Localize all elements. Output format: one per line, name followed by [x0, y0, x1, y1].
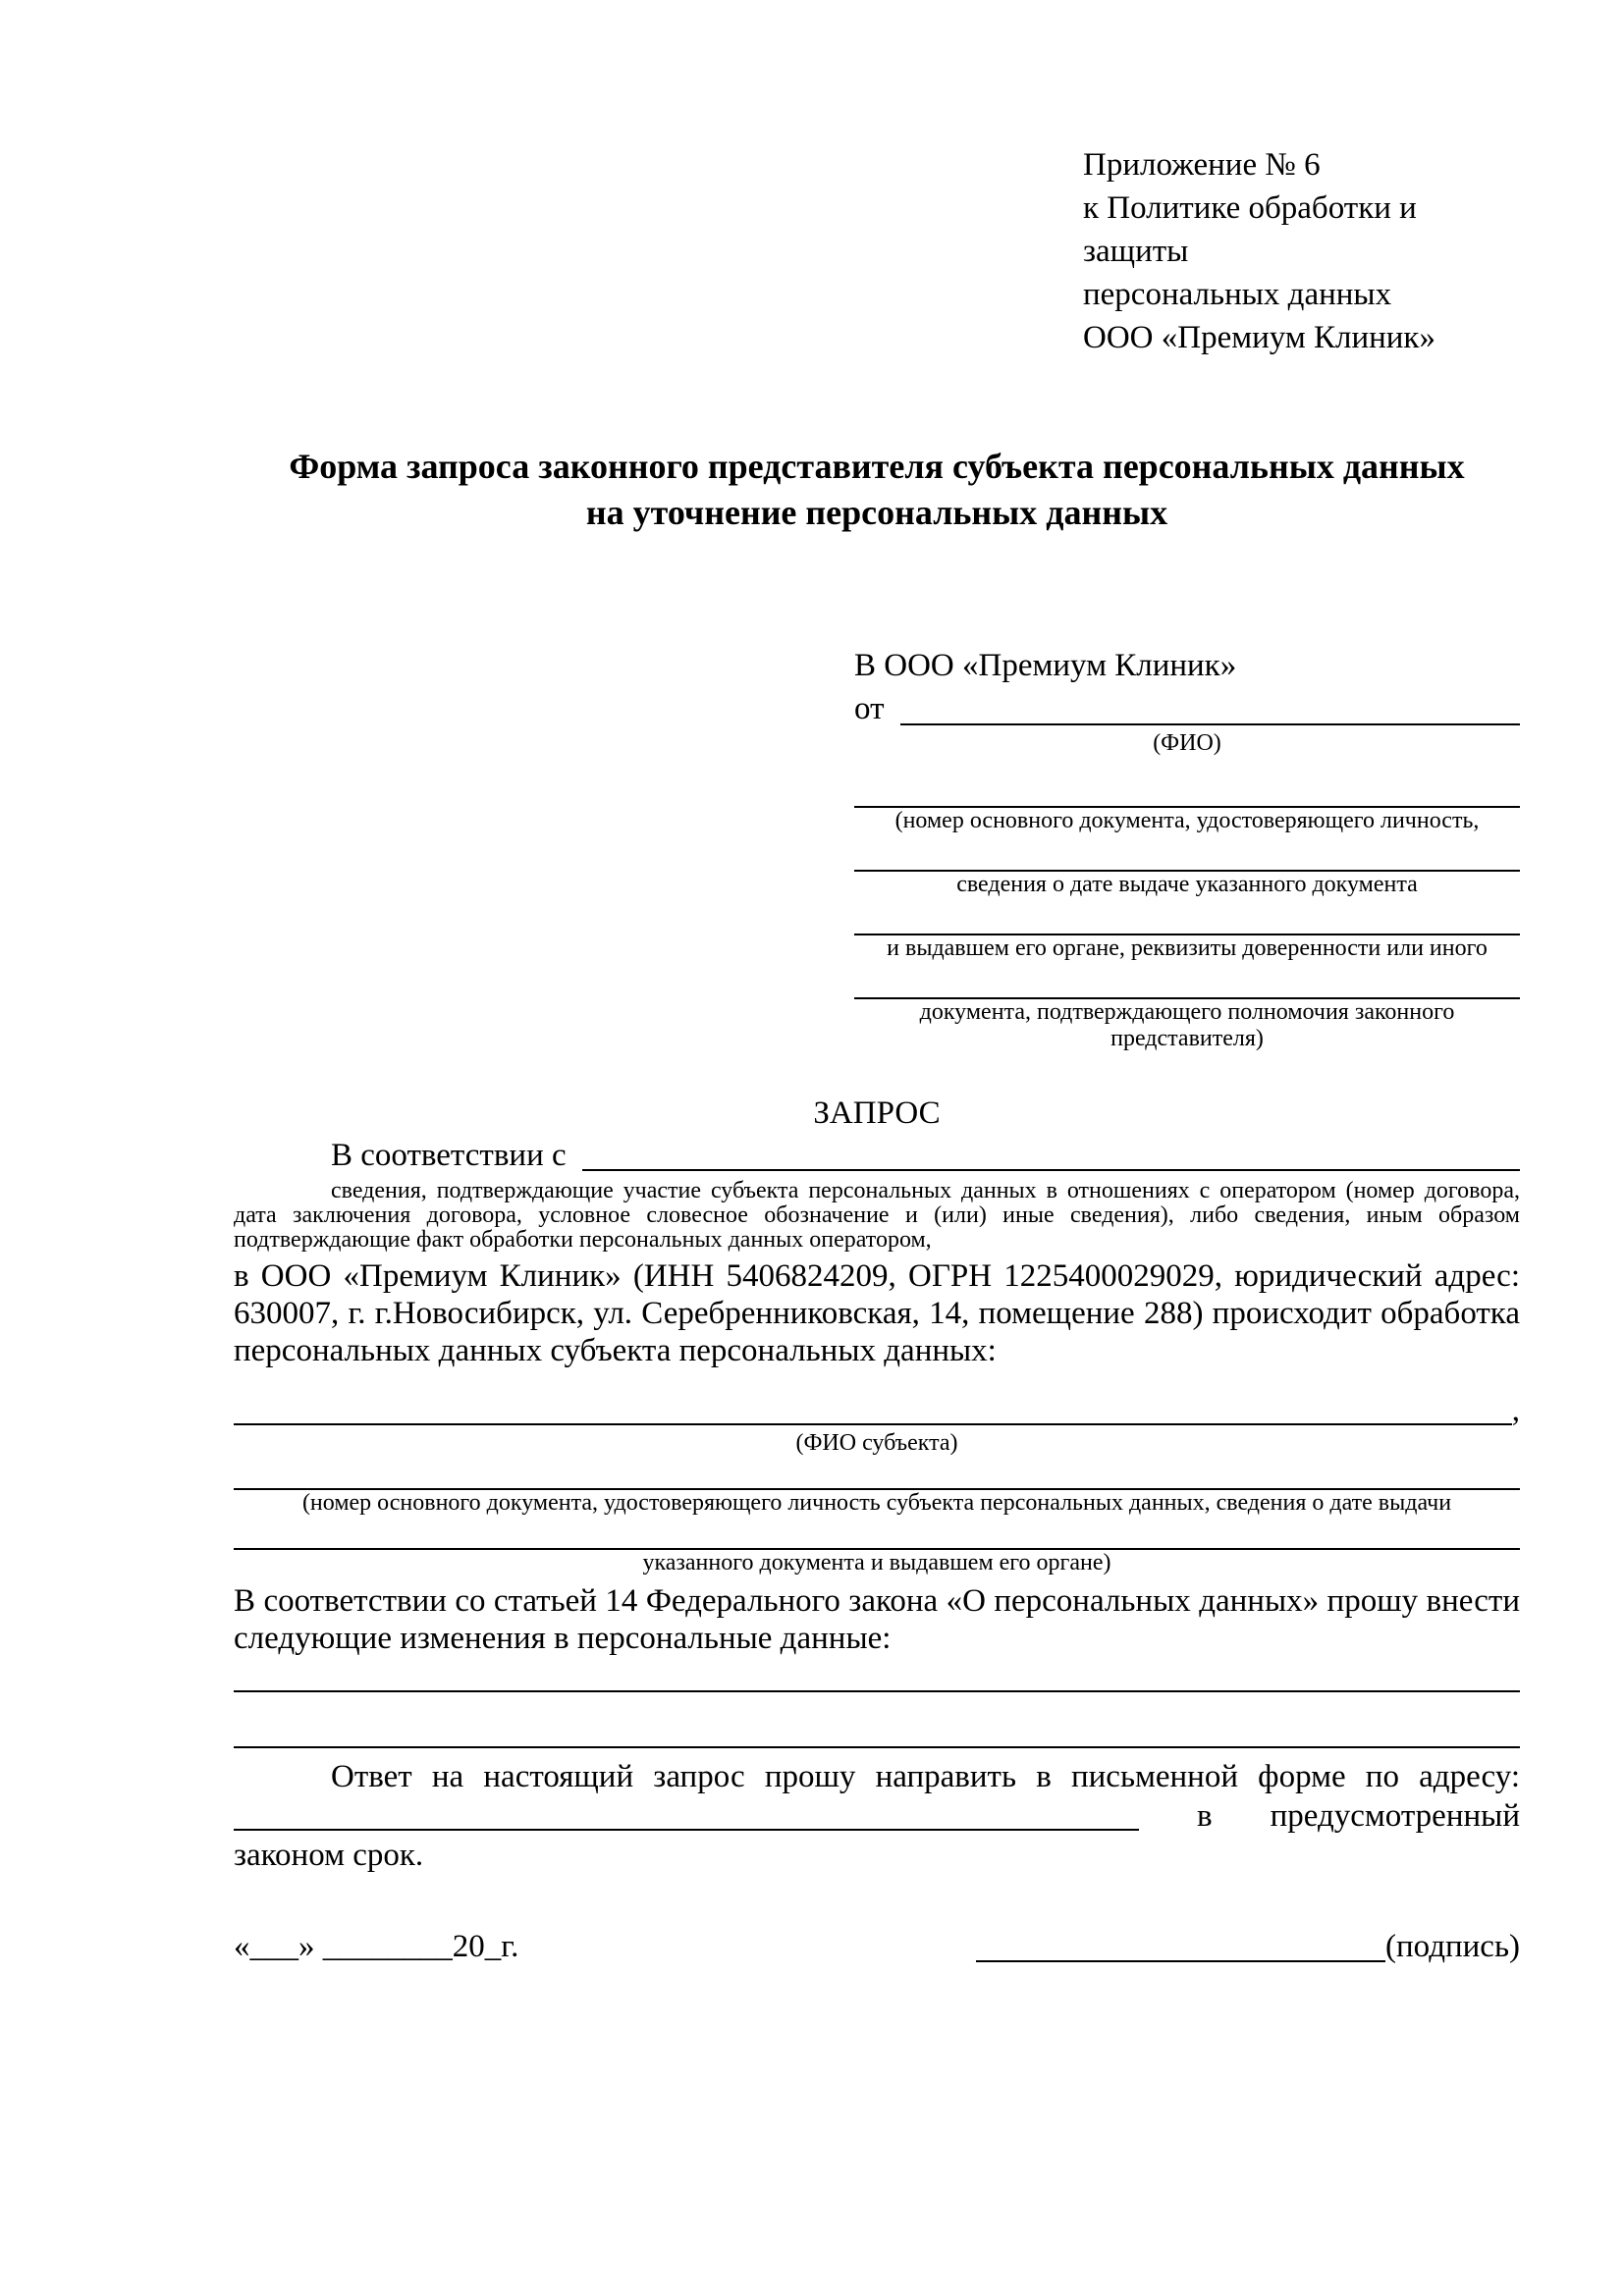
basis-write-line	[582, 1135, 1520, 1171]
addressee-block	[854, 644, 1520, 1052]
field-caption: (номер основного документа, удостоверяющего личность,	[894, 808, 1480, 833]
addressee-to: В ООО «Премиум Клиник»	[854, 648, 1237, 683]
signature-write-line	[976, 1931, 1385, 1962]
field-caption: сведения о дате выдаче указанного документа	[956, 872, 1418, 897]
subject-fio-write-line	[234, 1391, 1512, 1425]
operator-paragraph: в ООО «Премиум Клиник» (ИНН 5406824209, ОГРН 1225400029029, юридический адрес: 630007, г. г.Новосибирск, ул. Серебренниковская, 14, помещение 288) происходит обработка персональных данных субъекта персональных данных:	[234, 1258, 1520, 1368]
power-of-attorney-write-line	[854, 962, 1520, 999]
subject-document-write-line	[234, 1457, 1520, 1490]
document-number-write-line	[854, 771, 1520, 808]
page-title-line: Форма запроса законного представителя субъекта персональных данных	[289, 447, 1465, 486]
fio-write-line	[900, 687, 1520, 725]
appendix-line: к Политике обработки и защиты	[1083, 190, 1417, 269]
intro-row	[234, 1135, 1520, 1176]
field-caption: и выдавшем его органе, реквизиты доверенности или иного	[887, 935, 1488, 961]
addressee-from-label: от	[854, 691, 893, 726]
reply-word: в	[1197, 1798, 1213, 1834]
subject-document-caption: (номер основного документа, удостоверяющего личность субъекта персональных данных, сведения о дате выдачи	[301, 1490, 1452, 1516]
changes-write-line-1	[234, 1659, 1520, 1692]
addressee-from-row	[854, 687, 1520, 730]
issue-date-write-line	[854, 834, 1520, 872]
page-title-line: на уточнение персональных данных	[585, 493, 1168, 532]
appendix-reference	[1083, 143, 1520, 359]
trailing-comma: ,	[1511, 1393, 1520, 1428]
request-heading: ЗАПРОС	[813, 1095, 941, 1131]
subject-document-caption-2: указанного документа и выдавшем его органе)	[642, 1550, 1111, 1575]
appendix-line: персональных данных	[1083, 277, 1392, 312]
field-caption: документа, подтверждающего полномочия законного представителя)	[919, 999, 1455, 1051]
page-title	[234, 444, 1520, 536]
changes-write-line-2	[234, 1692, 1520, 1748]
appendix-line: Приложение № 6	[1083, 147, 1321, 183]
subject-document-write-line-2	[234, 1517, 1520, 1550]
reply-paragraph-line-3: законом срок.	[234, 1838, 424, 1873]
subject-fio-row	[234, 1391, 1520, 1430]
reply-word: предусмотренный	[1270, 1798, 1520, 1834]
reply-paragraph-line-1: Ответ на настоящий запрос прошу направить в письменной форме по адресу:	[331, 1759, 1520, 1794]
signature-caption: (подпись)	[1385, 1929, 1520, 1964]
footer-row	[234, 1926, 1520, 1967]
basis-footnote: сведения, подтверждающие участие субъекта персональных данных в отношениях с оператором (номер договора, дата заключения договора, условное словесное обозначение и (или) иные сведения), либо сведения, иным образом подтверждающие факт обработки персональных данных оператором,	[234, 1178, 1520, 1253]
issuing-authority-write-line	[854, 898, 1520, 935]
law-paragraph: В соответствии со статьей 14 Федерального закона «О персональных данных» прошу внести следующие изменения в персональные данные:	[234, 1583, 1520, 1656]
signature-group	[976, 1926, 1520, 1967]
appendix-line: ООО «Премиум Клиник»	[1083, 320, 1435, 355]
date-line: «___» ________20_г.	[234, 1929, 519, 1964]
reply-address-write-line	[234, 1799, 1139, 1831]
intro-label: В соответствии с	[331, 1138, 574, 1173]
fio-caption: (ФИО)	[1153, 730, 1221, 756]
reply-paragraph-line-2	[234, 1796, 1520, 1836]
subject-fio-caption: (ФИО субъекта)	[795, 1430, 958, 1456]
